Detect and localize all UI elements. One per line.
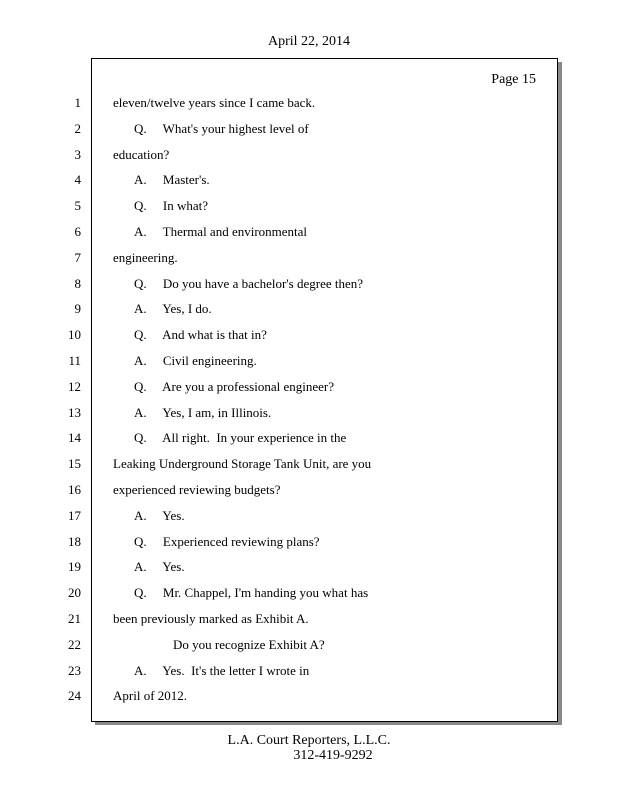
line-text: Leaking Underground Storage Tank Unit, are you: [113, 456, 372, 471]
line-number: 18: [68, 534, 81, 549]
line-number: 1: [74, 95, 81, 110]
line-number: 10: [68, 327, 81, 342]
line-number: 8: [74, 276, 81, 291]
line-number: 17: [68, 508, 81, 523]
line-text: A. Thermal and environmental: [134, 224, 308, 239]
line-text: A. Yes, I am, in Illinois.: [134, 405, 272, 420]
page-number: Page 15: [491, 72, 536, 87]
line-text: Q. All right. In your experience in the: [134, 430, 347, 445]
line-text: Do you recognize Exhibit A?: [173, 637, 325, 652]
line-text: A. Yes.: [134, 508, 185, 523]
line-text: Q. Do you have a bachelor's degree then?: [134, 276, 364, 291]
line-number: 6: [74, 224, 81, 239]
transcript-date: April 22, 2014: [267, 34, 351, 49]
line-text: Q. What's your highest level of: [134, 121, 309, 136]
line-text: engineering.: [113, 250, 178, 265]
line-number: 15: [68, 456, 81, 471]
line-number: 19: [68, 559, 81, 574]
line-text: A. Yes. It's the letter I wrote in: [134, 663, 310, 678]
line-text: been previously marked as Exhibit A.: [113, 611, 309, 626]
line-number: 12: [68, 379, 81, 394]
line-number: 13: [68, 405, 81, 420]
line-number: 24: [68, 688, 81, 703]
line-number: 3: [74, 147, 81, 162]
line-number: 16: [68, 482, 81, 497]
footer-phone: 312-419-9292: [293, 748, 373, 763]
line-text: A. Master's.: [134, 172, 210, 187]
line-text: Q. And what is that in?: [134, 327, 267, 342]
line-text: A. Yes.: [134, 559, 185, 574]
line-text: April of 2012.: [113, 688, 188, 703]
line-text: A. Civil engineering.: [134, 353, 257, 368]
line-number: 7: [74, 250, 81, 265]
line-number: 22: [68, 637, 81, 652]
line-text: education?: [113, 147, 170, 162]
line-text: Q. Experienced reviewing plans?: [134, 534, 320, 549]
line-number: 23: [68, 663, 81, 678]
line-number: 11: [68, 353, 81, 368]
line-number: 2: [74, 121, 81, 136]
line-number: 20: [68, 585, 81, 600]
line-number: 4: [74, 172, 81, 187]
line-text: Q. In what?: [134, 198, 209, 213]
line-number: 9: [74, 301, 81, 316]
line-number: 14: [68, 430, 81, 445]
line-text: experienced reviewing budgets?: [113, 482, 281, 497]
line-text: Q. Mr. Chappel, I'm handing you what has: [134, 585, 369, 600]
footer-company: L.A. Court Reporters, L.L.C.: [227, 733, 391, 748]
line-number: 5: [74, 198, 81, 213]
line-text: A. Yes, I do.: [134, 301, 212, 316]
line-text: Q. Are you a professional engineer?: [134, 379, 334, 394]
line-number: 21: [68, 611, 81, 626]
line-text: eleven/twelve years since I came back.: [113, 95, 316, 110]
